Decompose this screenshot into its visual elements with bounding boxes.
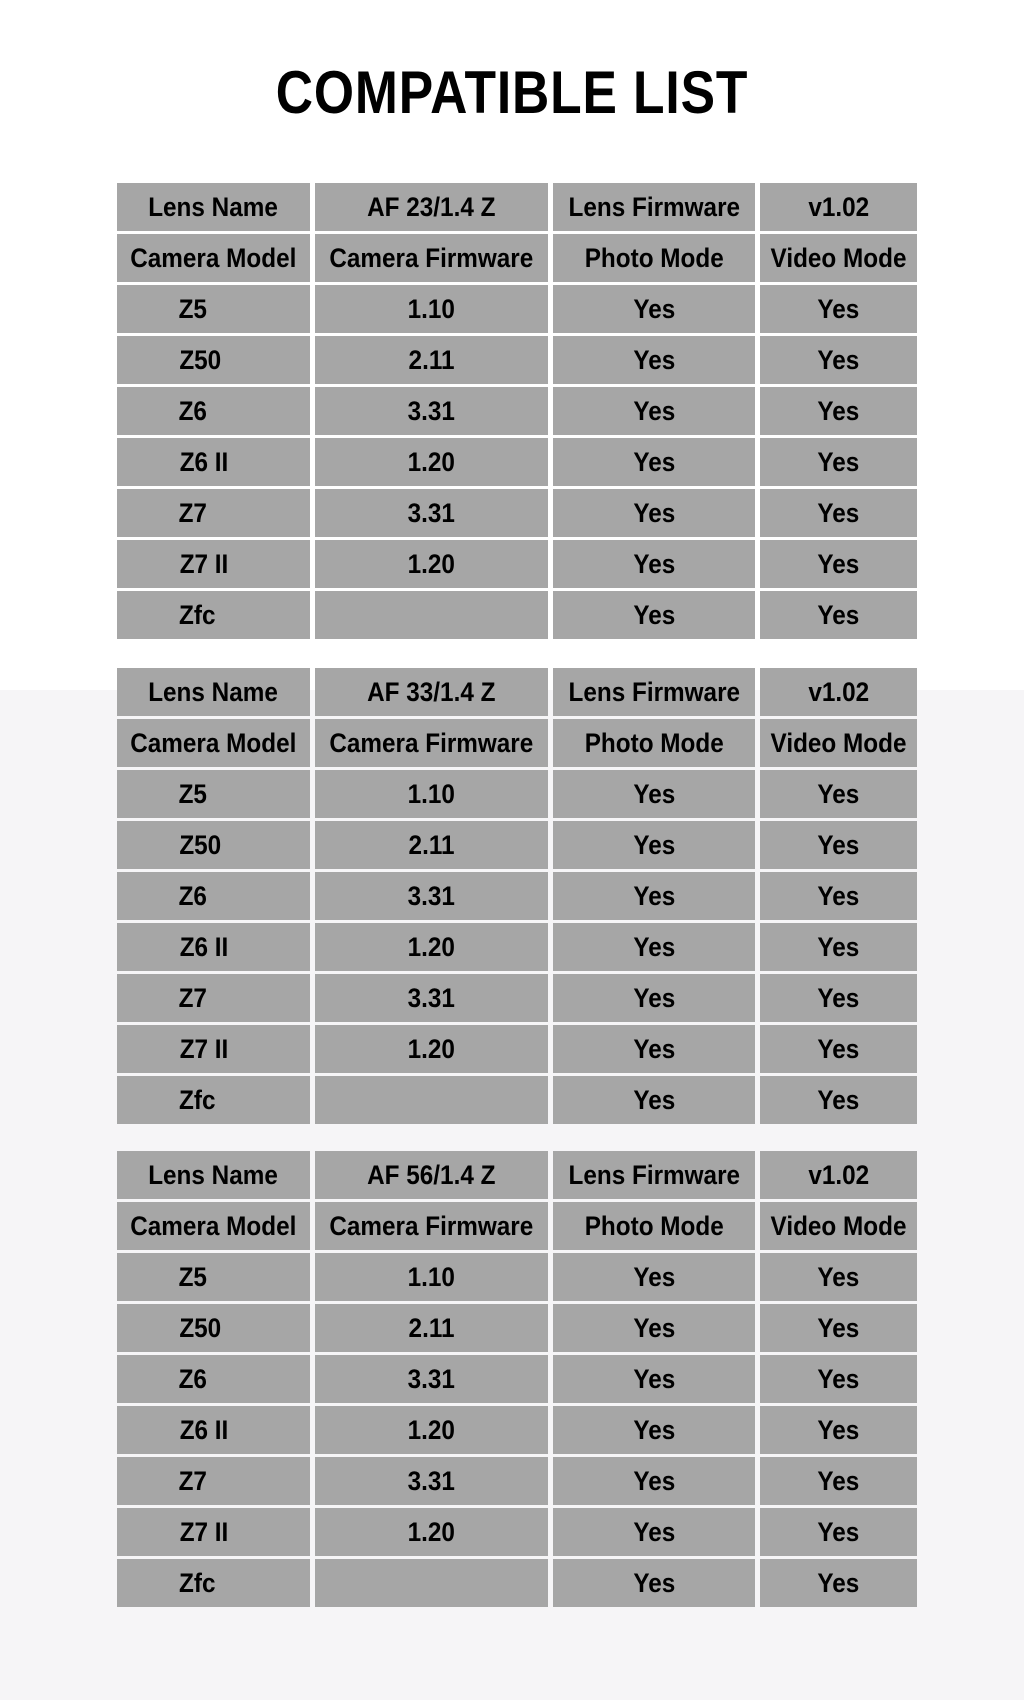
- camera-model-cell: [117, 1076, 310, 1124]
- camera-firmware-cell-text: 3.31: [407, 395, 456, 426]
- camera-firmware-cell-text: 2.11: [408, 1312, 455, 1343]
- lens-name-value-text: AF 23/1.4 Z: [367, 191, 496, 222]
- camera-firmware-cell: [315, 923, 548, 971]
- video-mode-cell-text: Yes: [817, 1414, 860, 1445]
- camera-model-cell: [117, 872, 310, 920]
- column-header-camera-firmware-text: Camera Firmware: [329, 242, 534, 273]
- video-mode-cell-text: Yes: [817, 1465, 860, 1496]
- photo-mode-cell-text: Yes: [633, 395, 675, 426]
- column-header-camera-model-text: Camera Model: [130, 1210, 297, 1241]
- camera-model-cell-text: Zfc: [179, 599, 216, 630]
- photo-mode-cell-text: Yes: [633, 1414, 675, 1445]
- video-mode-cell: [760, 1076, 917, 1124]
- photo-mode-cell: [553, 387, 755, 435]
- camera-firmware-cell: [315, 591, 548, 639]
- lens-firmware-label: [553, 1151, 755, 1199]
- photo-mode-cell: [553, 1304, 755, 1352]
- camera-firmware-cell-text: 1.20: [407, 1033, 456, 1064]
- camera-firmware-cell-text: 1.20: [407, 446, 456, 477]
- camera-model-cell: [117, 1508, 310, 1556]
- video-mode-cell: [760, 285, 917, 333]
- photo-mode-cell-text: Yes: [633, 1084, 675, 1115]
- photo-mode-cell-text: Yes: [633, 880, 675, 911]
- camera-model-cell: [117, 1559, 310, 1607]
- lens-firmware-label-text: Lens Firmware: [568, 191, 740, 222]
- photo-mode-cell-text: Yes: [633, 982, 675, 1013]
- camera-model-cell: [117, 1457, 310, 1505]
- photo-mode-cell-text: Yes: [633, 778, 675, 809]
- column-header-camera-model-text: Camera Model: [130, 242, 297, 273]
- photo-mode-cell-text: Yes: [633, 548, 675, 579]
- lens-firmware-value-text: v1.02: [808, 191, 869, 222]
- video-mode-cell: [760, 770, 917, 818]
- video-mode-cell-text: Yes: [817, 1084, 860, 1115]
- camera-model-cell-text: Z6 II: [179, 1414, 229, 1445]
- lens-name-label-text: Lens Name: [148, 191, 279, 222]
- video-mode-cell-text: Yes: [817, 880, 860, 911]
- video-mode-cell-text: Yes: [817, 1516, 860, 1547]
- column-header-photo-mode-text: Photo Mode: [584, 1210, 724, 1241]
- lens-firmware-value: [760, 668, 917, 716]
- photo-mode-cell-text: Yes: [633, 1261, 675, 1292]
- camera-model-cell-text: Z7: [178, 982, 207, 1013]
- camera-model-cell: [117, 821, 310, 869]
- page-title: COMPATIBLE LIST: [275, 59, 749, 126]
- photo-mode-cell: [553, 821, 755, 869]
- compatibility-table: [117, 668, 907, 1124]
- video-mode-cell: [760, 438, 917, 486]
- column-header-photo-mode: [553, 719, 755, 767]
- photo-mode-cell-text: Yes: [633, 1567, 675, 1598]
- column-header-photo-mode-text: Photo Mode: [584, 242, 724, 273]
- video-mode-cell-text: Yes: [817, 344, 860, 375]
- camera-firmware-cell-text: 1.20: [407, 1414, 456, 1445]
- column-header-video-mode: [760, 1202, 917, 1250]
- video-mode-cell-text: Yes: [817, 395, 860, 426]
- camera-firmware-cell: [315, 1253, 548, 1301]
- video-mode-cell-text: Yes: [817, 599, 860, 630]
- camera-model-cell-text: Z5: [178, 293, 207, 324]
- camera-model-cell: [117, 591, 310, 639]
- video-mode-cell-text: Yes: [817, 1261, 860, 1292]
- lens-name-value-text: AF 56/1.4 Z: [367, 1159, 496, 1190]
- video-mode-cell-text: Yes: [817, 1363, 860, 1394]
- photo-mode-cell: [553, 540, 755, 588]
- lens-firmware-value: [760, 1151, 917, 1199]
- camera-firmware-cell-text: 1.20: [407, 931, 456, 962]
- photo-mode-cell: [553, 770, 755, 818]
- video-mode-cell: [760, 489, 917, 537]
- video-mode-cell: [760, 591, 917, 639]
- camera-model-cell: [117, 336, 310, 384]
- photo-mode-cell-text: Yes: [633, 1363, 675, 1394]
- video-mode-cell: [760, 1253, 917, 1301]
- lens-firmware-label-text: Lens Firmware: [568, 676, 740, 707]
- column-header-camera-model: [117, 234, 310, 282]
- video-mode-cell-text: Yes: [817, 293, 860, 324]
- camera-model-cell-text: Z50: [179, 344, 222, 375]
- camera-firmware-cell-text: 3.31: [407, 1465, 456, 1496]
- camera-model-cell: [117, 770, 310, 818]
- camera-model-cell: [117, 438, 310, 486]
- camera-model-cell-text: Z7 II: [179, 1033, 229, 1064]
- column-header-video-mode: [760, 234, 917, 282]
- video-mode-cell: [760, 974, 917, 1022]
- photo-mode-cell-text: Yes: [633, 599, 675, 630]
- camera-model-cell: [117, 923, 310, 971]
- camera-firmware-cell-text: 1.10: [407, 1261, 456, 1292]
- lens-firmware-value-text: v1.02: [808, 676, 869, 707]
- lens-name-label: [117, 668, 310, 716]
- video-mode-cell: [760, 1355, 917, 1403]
- camera-model-cell-text: Z5: [178, 778, 207, 809]
- camera-firmware-cell: [315, 1355, 548, 1403]
- photo-mode-cell: [553, 1406, 755, 1454]
- column-header-video-mode-text: Video Mode: [770, 727, 907, 758]
- video-mode-cell: [760, 540, 917, 588]
- camera-model-cell-text: Z7: [178, 497, 207, 528]
- camera-model-cell-text: Zfc: [179, 1567, 216, 1598]
- camera-firmware-cell: [315, 821, 548, 869]
- camera-model-cell-text: Z7 II: [179, 1516, 229, 1547]
- video-mode-cell: [760, 387, 917, 435]
- lens-firmware-label: [553, 668, 755, 716]
- lens-firmware-label-text: Lens Firmware: [568, 1159, 740, 1190]
- photo-mode-cell-text: Yes: [633, 446, 675, 477]
- camera-firmware-cell: [315, 489, 548, 537]
- video-mode-cell: [760, 821, 917, 869]
- photo-mode-cell-text: Yes: [633, 1312, 675, 1343]
- column-header-video-mode-text: Video Mode: [770, 242, 907, 273]
- column-header-photo-mode: [553, 1202, 755, 1250]
- video-mode-cell-text: Yes: [817, 778, 860, 809]
- column-header-camera-firmware-text: Camera Firmware: [329, 727, 534, 758]
- camera-firmware-cell-text: 1.10: [407, 293, 456, 324]
- column-header-camera-firmware-text: Camera Firmware: [329, 1210, 534, 1241]
- video-mode-cell: [760, 1304, 917, 1352]
- camera-firmware-cell-text: 1.20: [407, 1516, 456, 1547]
- photo-mode-cell: [553, 1508, 755, 1556]
- column-header-video-mode: [760, 719, 917, 767]
- camera-firmware-cell: [315, 770, 548, 818]
- camera-firmware-cell: [315, 1025, 548, 1073]
- lens-firmware-value: [760, 183, 917, 231]
- column-header-photo-mode-text: Photo Mode: [584, 727, 724, 758]
- lens-firmware-value-text: v1.02: [808, 1159, 869, 1190]
- camera-model-cell-text: Z6: [178, 880, 207, 911]
- camera-firmware-cell: [315, 336, 548, 384]
- lens-name-label: [117, 1151, 310, 1199]
- photo-mode-cell: [553, 438, 755, 486]
- camera-model-cell-text: Z6 II: [179, 446, 229, 477]
- camera-firmware-cell: [315, 540, 548, 588]
- video-mode-cell: [760, 923, 917, 971]
- camera-model-cell: [117, 1406, 310, 1454]
- camera-model-cell-text: Z50: [179, 829, 222, 860]
- photo-mode-cell-text: Yes: [633, 344, 675, 375]
- photo-mode-cell-text: Yes: [633, 293, 675, 324]
- camera-firmware-cell: [315, 1406, 548, 1454]
- lens-firmware-label: [553, 183, 755, 231]
- column-header-camera-firmware: [315, 1202, 548, 1250]
- photo-mode-cell: [553, 1355, 755, 1403]
- photo-mode-cell-text: Yes: [633, 1516, 675, 1547]
- column-header-camera-model: [117, 1202, 310, 1250]
- photo-mode-cell-text: Yes: [633, 931, 675, 962]
- lens-name-label-text: Lens Name: [148, 1159, 279, 1190]
- photo-mode-cell: [553, 974, 755, 1022]
- camera-model-cell-text: Z5: [178, 1261, 207, 1292]
- compatibility-table: [117, 183, 907, 639]
- photo-mode-cell: [553, 1559, 755, 1607]
- camera-model-cell-text: Z50: [179, 1312, 222, 1343]
- photo-mode-cell: [553, 1253, 755, 1301]
- column-header-camera-firmware: [315, 234, 548, 282]
- video-mode-cell-text: Yes: [817, 829, 860, 860]
- video-mode-cell-text: Yes: [817, 548, 860, 579]
- video-mode-cell-text: Yes: [817, 931, 860, 962]
- lens-name-label: [117, 183, 310, 231]
- camera-model-cell: [117, 285, 310, 333]
- camera-model-cell-text: Zfc: [179, 1084, 216, 1115]
- camera-firmware-cell-text: 1.20: [407, 548, 456, 579]
- lens-name-value: [315, 668, 548, 716]
- camera-firmware-cell-text: 1.10: [407, 778, 456, 809]
- camera-firmware-cell-text: 3.31: [407, 1363, 456, 1394]
- photo-mode-cell: [553, 489, 755, 537]
- photo-mode-cell: [553, 1457, 755, 1505]
- camera-firmware-cell: [315, 974, 548, 1022]
- video-mode-cell-text: Yes: [817, 446, 860, 477]
- column-header-camera-firmware: [315, 719, 548, 767]
- video-mode-cell-text: Yes: [817, 497, 860, 528]
- lens-name-value: [315, 1151, 548, 1199]
- camera-firmware-cell-text: 2.11: [408, 829, 455, 860]
- photo-mode-cell-text: Yes: [633, 829, 675, 860]
- photo-mode-cell-text: Yes: [633, 1465, 675, 1496]
- camera-model-cell-text: Z6: [178, 1363, 207, 1394]
- column-header-camera-model-text: Camera Model: [130, 727, 297, 758]
- camera-firmware-cell: [315, 1559, 548, 1607]
- camera-model-cell-text: Z6: [178, 395, 207, 426]
- camera-firmware-cell-text: 3.31: [407, 982, 456, 1013]
- camera-model-cell: [117, 1355, 310, 1403]
- video-mode-cell: [760, 1559, 917, 1607]
- camera-model-cell: [117, 1304, 310, 1352]
- lens-name-label-text: Lens Name: [148, 676, 279, 707]
- camera-firmware-cell-text: 2.11: [408, 344, 455, 375]
- lens-name-value: [315, 183, 548, 231]
- column-header-video-mode-text: Video Mode: [770, 1210, 907, 1241]
- column-header-photo-mode: [553, 234, 755, 282]
- video-mode-cell-text: Yes: [817, 1312, 860, 1343]
- photo-mode-cell: [553, 872, 755, 920]
- camera-firmware-cell: [315, 438, 548, 486]
- camera-firmware-cell: [315, 387, 548, 435]
- column-header-camera-model: [117, 719, 310, 767]
- camera-model-cell-text: Z7: [178, 1465, 207, 1496]
- photo-mode-cell: [553, 285, 755, 333]
- camera-firmware-cell-text: 3.31: [407, 497, 456, 528]
- camera-firmware-cell: [315, 1457, 548, 1505]
- video-mode-cell: [760, 1025, 917, 1073]
- camera-firmware-cell: [315, 872, 548, 920]
- camera-model-cell: [117, 489, 310, 537]
- photo-mode-cell: [553, 1025, 755, 1073]
- video-mode-cell: [760, 1508, 917, 1556]
- photo-mode-cell: [553, 591, 755, 639]
- camera-firmware-cell-text: 3.31: [407, 880, 456, 911]
- video-mode-cell-text: Yes: [817, 982, 860, 1013]
- camera-firmware-cell: [315, 285, 548, 333]
- camera-model-cell: [117, 974, 310, 1022]
- camera-model-cell: [117, 1025, 310, 1073]
- camera-model-cell: [117, 1253, 310, 1301]
- photo-mode-cell-text: Yes: [633, 497, 675, 528]
- video-mode-cell-text: Yes: [817, 1033, 860, 1064]
- video-mode-cell: [760, 1457, 917, 1505]
- compatibility-table: [117, 1151, 907, 1607]
- camera-model-cell: [117, 540, 310, 588]
- lens-name-value-text: AF 33/1.4 Z: [367, 676, 496, 707]
- camera-model-cell: [117, 387, 310, 435]
- photo-mode-cell: [553, 1076, 755, 1124]
- camera-model-cell-text: Z6 II: [179, 931, 229, 962]
- camera-model-cell-text: Z7 II: [179, 548, 229, 579]
- video-mode-cell: [760, 872, 917, 920]
- video-mode-cell: [760, 1406, 917, 1454]
- camera-firmware-cell: [315, 1304, 548, 1352]
- camera-firmware-cell: [315, 1076, 548, 1124]
- photo-mode-cell-text: Yes: [633, 1033, 675, 1064]
- photo-mode-cell: [553, 336, 755, 384]
- video-mode-cell-text: Yes: [817, 1567, 860, 1598]
- camera-firmware-cell: [315, 1508, 548, 1556]
- photo-mode-cell: [553, 923, 755, 971]
- video-mode-cell: [760, 336, 917, 384]
